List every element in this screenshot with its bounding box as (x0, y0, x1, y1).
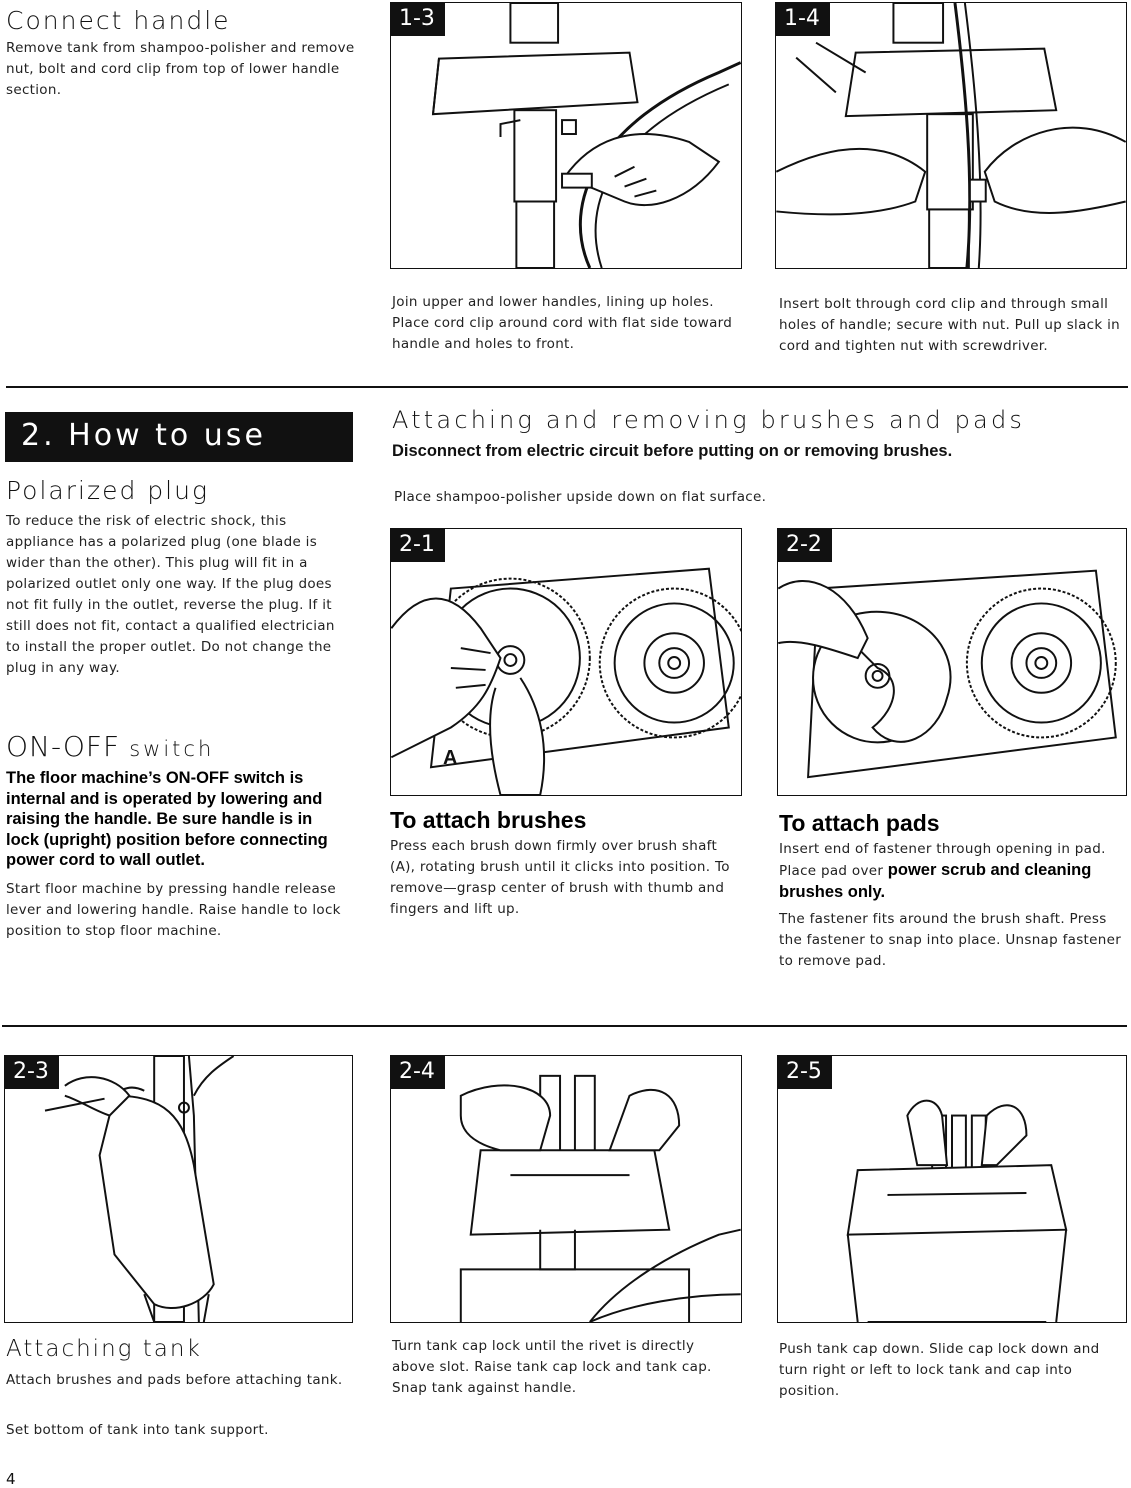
figure-label: 2-3 (5, 1056, 59, 1089)
attaching-brushes-heading: Attaching and removing brushes and pads (392, 406, 1026, 434)
on-off-switch-heading (6, 730, 214, 763)
attaching-tank-text-2: Set bottom of tank into tank support. (6, 1422, 269, 1438)
on-off-warning: The floor machine’s ON-OFF switch is internal and is operated by lowering and raising the handle. Be sure handle is in lock (upright) position before connecting power cord to wall outlet. (6, 769, 328, 869)
page-number: 4 (6, 1470, 16, 1488)
section-2-heading: 2. How to use (5, 412, 353, 462)
figure-2-4 (390, 1055, 742, 1323)
figure-label: 2-5 (778, 1056, 832, 1089)
fastener-text: The fastener fits around the brush shaft. Press the fastener to snap into place. Unsnap fastener to remove pad. (779, 911, 1122, 969)
attach-pad-illustration (778, 529, 1126, 795)
handle-joining-illustration (391, 3, 741, 268)
on-off-heading-sub: switch (129, 737, 215, 761)
upside-down-instruction: Place shampoo-polisher upside down on flat surface. (394, 489, 767, 505)
figure-2-5 (777, 1055, 1127, 1323)
pad-instruction: Insert end of fastener through opening in pad. Place pad over (779, 841, 1106, 879)
polarized-plug-heading: Polarized plug (6, 476, 209, 505)
connect-handle-text: Remove tank from shampoo-polisher and remove nut, bolt and cord clip from top of lower handle section. (6, 40, 355, 98)
section-divider (2, 1025, 1127, 1027)
figure-1-3-caption: Join upper and lower handles, lining up holes. Place cord clip around cord with flat side toward handle and holes to front. (392, 294, 733, 352)
pad-emphasis: power scrub and cleaning brushes only. (779, 861, 1092, 901)
polarized-plug-text: To reduce the risk of electric shock, this appliance has a polarized plug (one blade is wider than the other). This plug will fit in a polarized outlet only one way. If the plug does not fit fully in the outlet, reverse the plug. If it still does not fit, contact a qualified electrician to install the proper outlet. Do not change the plug in any way. (6, 513, 335, 676)
figure-2-1 (390, 528, 742, 796)
to-attach-pads-text (779, 839, 1127, 904)
figure-2-2 (777, 528, 1127, 796)
attaching-tank-text-1: Attach brushes and pads before attaching tank. (6, 1372, 343, 1388)
figure-label: 1-3 (391, 3, 445, 36)
figure-2-4-caption: Turn tank cap lock until the rivet is directly above slot. Raise tank cap lock and tank cap. Snap tank against handle. (392, 1338, 712, 1396)
to-attach-pads-heading: To attach pads (779, 810, 940, 836)
tank-cap-push-illustration (778, 1056, 1126, 1322)
on-off-text: Start floor machine by pressing handle release lever and lowering handle. Raise handle to lock position to stop floor machine. (6, 881, 341, 939)
figure-label: 1-4 (776, 3, 830, 36)
attaching-tank-heading: Attaching tank (6, 1336, 202, 1362)
disconnect-warning: Disconnect from electric circuit before putting on or removing brushes. (392, 442, 953, 460)
figure-2-3 (4, 1055, 353, 1323)
figure-label: 2-4 (391, 1056, 445, 1089)
to-attach-brushes-text: Press each brush down firmly over brush shaft (A), rotating brush until it clicks into position. To remove—grasp center of brush with thumb and fingers and lift up. (390, 838, 730, 917)
bolt-insertion-illustration (776, 3, 1126, 268)
on-off-heading-main: ON-OFF (6, 730, 121, 763)
figure-label: 2-1 (391, 529, 445, 562)
figure-2-5-caption: Push tank cap down. Slide cap lock down and turn right or left to lock tank and cap into position. (779, 1341, 1100, 1399)
figure-label: 2-2 (778, 529, 832, 562)
figure-1-3 (390, 2, 742, 269)
to-attach-brushes-heading: To attach brushes (390, 807, 587, 833)
connect-handle-heading: Connect handle (6, 6, 231, 35)
section-divider (6, 386, 1128, 388)
brush-shaft-callout: A (443, 747, 458, 769)
tank-cap-lock-illustration (391, 1056, 741, 1322)
figure-1-4-caption: Insert bolt through cord clip and through small holes of handle; secure with nut. Pull up slack in cord and tighten nut with screwdriver. (779, 296, 1121, 354)
figure-1-4 (775, 2, 1127, 269)
attaching-tank-illustration (5, 1056, 352, 1322)
